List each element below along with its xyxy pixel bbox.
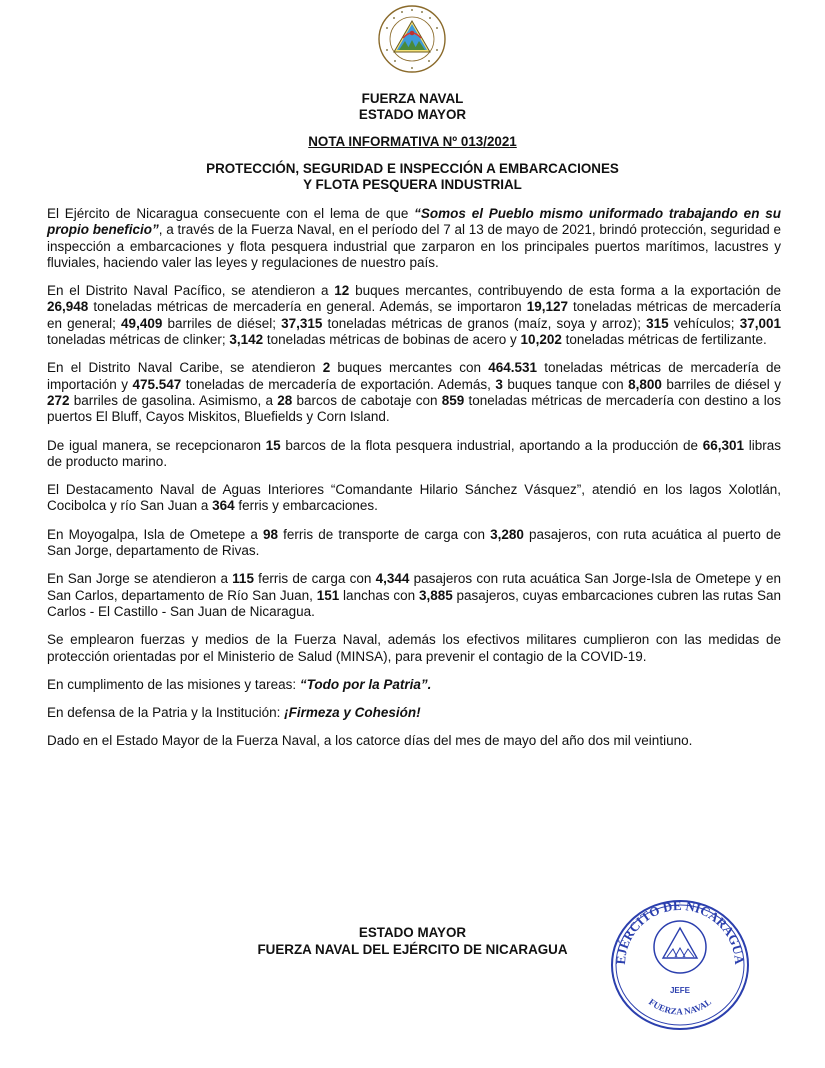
figure: 12 <box>334 283 350 299</box>
text: toneladas métricas de fertilizante. <box>561 332 767 348</box>
text: pasajeros, con ruta acuática al puerto de San Jorge, departamento de Rivas. <box>47 526 782 559</box>
figure: 3,885 <box>418 587 453 603</box>
figure: 272 <box>47 392 70 408</box>
text: pasajeros, cuyas embarcaciones cubren las rutas San Carlos - El Castillo - San Juan de Nicaragua. <box>47 587 781 619</box>
text: El Ejército de Nicaragua consecuente con el lema de que <box>47 206 415 221</box>
figure: 315 <box>646 315 669 331</box>
text: lanchas con <box>339 587 419 603</box>
figure: 49,409 <box>121 315 163 331</box>
figure: 115 <box>232 571 254 587</box>
seal-ring-bottom: FUERZA NAVAL <box>646 996 714 1017</box>
text: ferris y embarcaciones. <box>234 498 378 514</box>
official-seal-icon <box>605 895 755 1035</box>
figure: 10,202 <box>520 332 562 348</box>
figure: 26,948 <box>47 299 89 315</box>
text: En Moyogalpa, Isla de Ometepe a <box>47 526 263 542</box>
figure: 19,127 <box>526 299 568 315</box>
text: En defensa de la Patria y la Institución: <box>47 705 285 721</box>
header-line-1: FUERZA NAVAL <box>361 91 464 106</box>
figure: 364 <box>212 498 235 514</box>
text: buques mercantes, contribuyendo de esta forma a la exportación de <box>349 283 782 299</box>
paragraph-san-jorge <box>47 571 781 620</box>
figure: 3,280 <box>490 526 524 542</box>
text: toneladas métricas de mercadería con destino a los puertos El Bluff, Cayos Miskitos, Bluefields y Corn Island. <box>47 392 782 425</box>
text: buques tanque con <box>502 376 629 392</box>
figure: 151 <box>316 587 340 603</box>
paragraph-intro <box>47 206 781 271</box>
paragraph-defense <box>47 705 781 721</box>
slogan: ¡Firmeza y Cohesión! <box>284 705 421 721</box>
paragraph-mission <box>47 677 781 693</box>
text: barriles de diésel; <box>162 315 282 331</box>
figure: 37,315 <box>281 315 323 331</box>
text: toneladas métricas de bobinas de acero y <box>263 332 521 348</box>
figure: 2 <box>322 360 331 376</box>
text: toneladas de mercadería de exportación. Además, <box>181 376 496 392</box>
figure: 15 <box>265 437 281 453</box>
text: De igual manera, se recepcionaron <box>47 437 266 453</box>
text: pasajeros con ruta acuática San Jorge-Isla de Ometepe y en San Carlos, departamento de Río San Juan, <box>47 571 781 603</box>
figure: 66,301 <box>702 437 745 453</box>
paragraph-pacific <box>47 283 781 348</box>
motto: “Somos el Pueblo mismo uniformado trabajando en su propio beneficio” <box>47 206 781 238</box>
text: toneladas métricas de mercadería en general. Además, se importaron <box>88 299 527 315</box>
text: buques mercantes con <box>330 360 489 376</box>
text: toneladas métricas de mercadería en general; <box>47 299 781 331</box>
seal-ring-top: EJÉRCITO DE NICARAGUA <box>612 897 748 965</box>
slogan: “Todo por la Patria”. <box>299 676 432 692</box>
text: toneladas métricas de granos (maíz, soya y arroz); <box>322 315 647 331</box>
text: ferris de transporte de carga con <box>278 526 491 542</box>
seal-center-text: JEFE <box>669 986 691 995</box>
text: En San Jorge se atendieron a <box>47 571 233 587</box>
paragraph-inland-waters <box>47 482 781 515</box>
document-number: NOTA INFORMATIVA Nº 013/2021 <box>308 134 517 149</box>
svg-text:EJÉRCITO DE NICARAGUA <box>613 898 747 966</box>
text: barriles de gasolina. Asimismo, a <box>69 392 278 408</box>
paragraph-fishing-fleet <box>47 438 781 471</box>
document-body <box>47 206 781 762</box>
text: En el Distrito Naval Pacífico, se atendieron a <box>47 283 335 299</box>
figure: 98 <box>262 526 279 542</box>
figure: 37,001 <box>739 315 781 331</box>
text: barcos de cabotaje con <box>292 392 442 408</box>
paragraph-covid: Se emplearon fuerzas y medios de la Fuerza Naval, además los efectivos militares cumplieron con las medidas de protección orientadas por el Ministerio de Salud (MINSA), para prevenir el contagio de la COVID-19. <box>47 632 781 664</box>
figure: 28 <box>277 392 293 408</box>
text: El Destacamento Naval de Aguas Interiores “Comandante Hilario Sánchez Vásquez”, atendió en los lagos Xolotlán, Cocibolca y río San Juan a <box>47 482 781 514</box>
document-title-line-1: PROTECCIÓN, SEGURIDAD E INSPECCIÓN A EMBARCACIONES <box>206 161 619 176</box>
figure: 3 <box>495 376 503 392</box>
text: En cumplimento de las misiones y tareas: <box>47 676 300 692</box>
text: libras de producto marino. <box>47 437 782 469</box>
figure: 3,142 <box>229 332 264 348</box>
text: ferris de carga con <box>253 571 376 587</box>
figure: 464.531 <box>488 360 537 376</box>
paragraph-moyogalpa <box>47 527 781 560</box>
text: toneladas métricas de clinker; <box>47 332 230 348</box>
signature-line-1: ESTADO MAYOR <box>358 925 467 940</box>
paragraph-closing: Dado en el Estado Mayor de la Fuerza Naval, a los catorce días del mes de mayo del año dos mil veintiuno. <box>47 733 693 749</box>
text: , a través de la Fuerza Naval, en el período del 7 al 13 de mayo de 2021, brindó protección, seguridad e inspección a embarcaciones y flota pesquera industrial que zarparon en los principales puertos marítimos, lacustres y fluviales, haciendo valer las leyes y regulaciones de nuestro país. <box>47 222 781 270</box>
signature-line-2: FUERZA NAVAL DEL EJÉRCITO DE NICARAGUA <box>257 942 568 957</box>
text: barriles de diésel y <box>661 376 781 392</box>
svg-text:FUERZA NAVAL <box>647 997 713 1017</box>
document-title-line-2: Y FLOTA PESQUERA INDUSTRIAL <box>303 177 522 192</box>
text: toneladas métricas de mercadería de importación y <box>47 360 781 392</box>
figure: 859 <box>441 392 465 408</box>
header-line-2: ESTADO MAYOR <box>358 107 467 122</box>
figure: 8,800 <box>628 376 662 392</box>
text: barcos de la flota pesquera industrial, aportando a la producción de <box>280 437 703 453</box>
text: En el Distrito Naval Caribe, se atendieron <box>47 360 323 376</box>
figure: 475.547 <box>132 376 182 392</box>
text: vehículos; <box>668 315 740 331</box>
paragraph-caribbean <box>47 360 781 425</box>
coat-of-arms-icon <box>377 4 447 74</box>
figure: 4,344 <box>375 571 410 587</box>
